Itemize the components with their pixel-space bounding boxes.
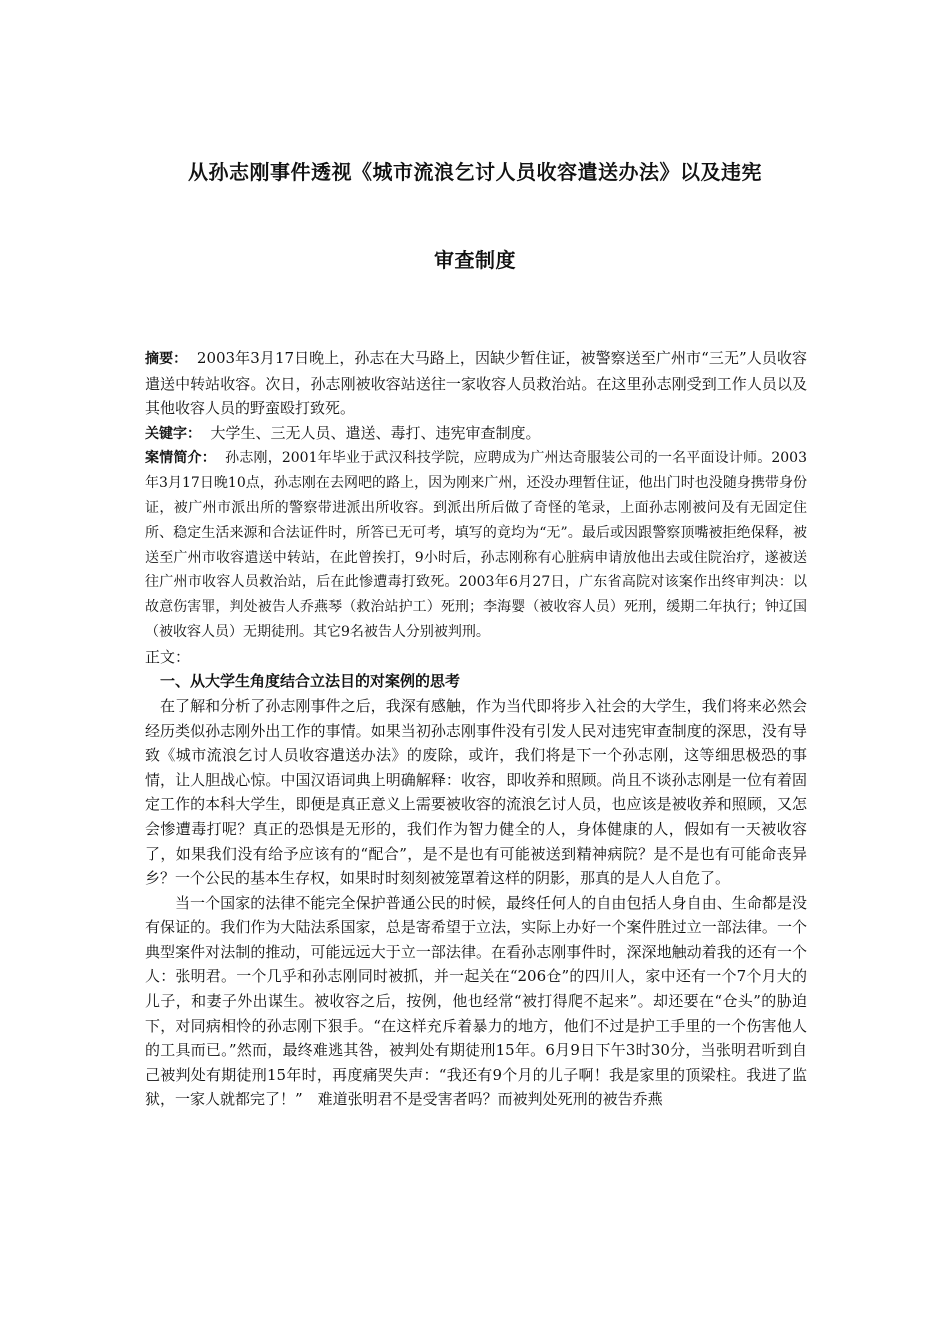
case-summary-text: 孙志刚，2001年毕业于武汉科技学院，应聘成为广州达奇服装公司的一名平面设计师。2003年3月17日晚10点，孙志刚在去网吧的路上，因为刚来广州，还没办理暂住证，他出门时也没随身携带身份证，被广州市派出所的警察带进派出所收容。到派出所后做了奇怪的笔录，上面孙志刚被问及有无固定住所、稳定生活来源和合法证件时，所答已无可考，填写的竟均为“无”。最后或因跟警察顶嘴被拒绝保释，被送至广州市收容遣送中转站，在此曾挨打，9小时后，孙志刚称有心脏病申请放他出去或住院治疗，遂被送往广州市收容人员救治站，后在此惨遭毒打致死。2003年6月27日，广东省高院对该案作出终审判决：以故意伤害罪，判处被告人乔燕琴（救治站护工）死刑；李海婴（被收容人员）死刑，缓期二年执行；钟辽国（被收容人员）无期徒刑。其它9名被告人分别被判刑。	[145, 450, 807, 640]
section-1-paragraph-1: 在了解和分析了孙志刚事件之后，我深有感触，作为当代即将步入社会的大学生，我们将来必然会经历类似孙志刚外出工作的事情。如果当初孙志刚事件没有引发人民对违宪审查制度的深思，没有导致《城市流浪乞讨人员收容遣送办法》的废除，或许，我们将是下一个孙志刚，这等细思极恐的事情，让人胆战心惊。中国汉语词典上明确解释：收容，即收养和照顾。尚且不谈孙志刚是一位有着固定工作的本科大学生，即便是真正意义上需要被收容的流浪乞讨人员，也应该是被收养和照顾，又怎会惨遭毒打呢？真正的恐惧是无形的，我们作为智力健全的人，身体健康的人，假如有一天被收容了，如果我们没有给予应该有的“配合”，是不是也有可能被送到精神病院？是不是也有可能命丧异乡？一个公民的基本生存权，如果时时刻刻被笼罩着这样的阴影，那真的是人人自危了。	[145, 696, 807, 888]
section-1-paragraph-2: 当一个国家的法律不能完全保护普通公民的时候，最终任何人的自由包括人身自由、生命都是没有保证的。我们作为大陆法系国家，总是寄希望于立法，实际上办好一个案件胜过立一部法律。一个典型案件对法制的推动，可能远远大于立一部法律。在看孙志刚事件时，深深地触动着我的还有一个人：张明君。一个几乎和孙志刚同时被抓，并一起关在“206仓”的四川人，家中还有一个7个月大的儿子，和妻子外出谋生。被收容之后，按例，他也经常“被打得爬不起来”。却还要在“仓头”的胁迫下，对同病相怜的孙志刚下狠手。“在这样充斥着暴力的地方，他们不过是护工手里的一个伤害他人的工具而已。”然而，最终难逃其咎，被判处有期徒刑15年。6月9日下午3时30分，当张明君听到自己被判处有期徒刑15年时，再度痛哭失声：“我还有9个月的儿子啊！我是家里的顶梁柱。我进了监狱，一家人就都完了！” 难道张明君不是受害者吗？而被判处死刑的被告乔燕	[145, 893, 807, 1109]
body-label: 正文：	[145, 647, 191, 666]
document-title-line-1: 从孙志刚事件透视《城市流浪乞讨人员收容遣送办法》以及违宪	[188, 160, 762, 184]
abstract-text: 2003年3月17日晚上，孙志在大马路上，因缺少暂住证，被警察送至广州市“三无”人员收容遣送中转站收容。次日，孙志刚被收容站送往一家收容人员救治站。在这里孙志刚受到工作人员以及其他收容人员的野蛮殴打致死。	[145, 349, 807, 418]
keywords-label: 关键字：	[145, 425, 201, 442]
keywords-paragraph	[145, 421, 807, 447]
abstract-paragraph	[145, 346, 807, 421]
case-summary-paragraph	[145, 446, 807, 644]
document-title-line-2: 审查制度	[434, 248, 516, 272]
document-body	[145, 346, 807, 1112]
section-1-heading: 一、从大学生角度结合立法目的对案例的思考	[160, 672, 461, 691]
case-summary-label: 案情简介：	[145, 450, 216, 467]
abstract-label: 摘要：	[145, 351, 188, 367]
keywords-text: 大学生、三无人员、遣送、毒打、违宪审查制度。	[210, 423, 541, 442]
